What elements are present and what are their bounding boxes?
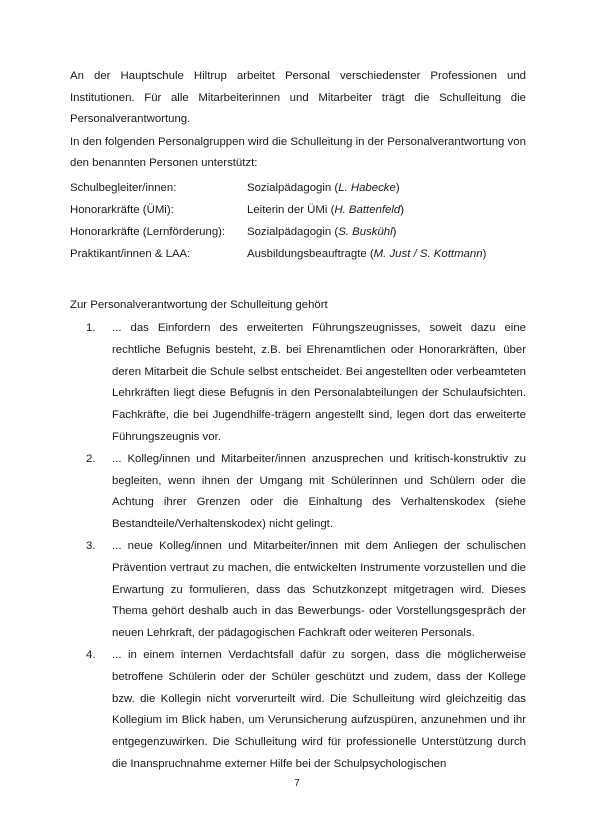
list-item: [70, 645, 526, 776]
document-page: [70, 66, 526, 776]
staff-group: Honorarkräfte (Lernförderung):: [70, 225, 226, 238]
staff-row: [70, 177, 526, 199]
staff-responsible: Leiterin der ÜMi (H. Battenfeld): [247, 203, 405, 216]
staff-role: Sozialpädagogin: [247, 225, 332, 238]
list-item-text: ... Kolleg/innen und Mitarbeiter/innen anzusprechen und kritisch-konstruktiv zu begleiten, wenn ihnen der Umgang mit Schülerinnen und Schülern oder die Achtung ihrer Grenzen oder die Einhaltung des Verhaltenskodex (siehe Bestandteile/Verhaltenskodex) nicht gelingt.: [112, 452, 526, 531]
staff-person: S. Buskühl: [338, 225, 393, 238]
staff-row: [70, 243, 526, 265]
staff-group: Schulbegleiter/innen:: [70, 181, 177, 194]
page-number: 7: [294, 778, 300, 789]
staff-person: M. Just / S. Kottmann: [373, 247, 483, 260]
support-paragraph: In den folgenden Personalgruppen wird die Schulleitung in der Personalverantwortung von den benannten Personen unterstützt:: [70, 135, 526, 169]
staff-row: [70, 221, 526, 243]
list-item-text: ... neue Kolleg/innen und Mitarbeiter/innen mit dem Anliegen der schulischen Prävention vertraut zu machen, die entwickelten Instrumente vorzustellen und die Erwartung zu formulieren, dass das Schutzkonzept mitgetragen wird. Dieses Thema gehört deshalb auch in das Bewerbungs- oder Vorstellungsgespräch der neuen Lehrkraft, der pädagogischen Fachkraft oder weiteren Personals.: [112, 539, 526, 640]
staff-responsible: Sozialpädagogin (L. Habecke): [247, 181, 400, 194]
staff-list: [70, 177, 526, 265]
intro-paragraph: An der Hauptschule Hiltrup arbeitet Personal verschiedenster Professionen und Institutionen. Für alle Mitarbeiterinnen und Mitarbeiter trägt die Schulleitung die Personalverantwortung.: [70, 70, 526, 125]
responsibility-list: [70, 318, 526, 776]
staff-person: H. Battenfeld: [334, 203, 401, 216]
list-item: [70, 536, 526, 645]
staff-role: Sozialpädagogin: [247, 181, 332, 194]
list-item-text: ... das Einfordern des erweiterten Führungszeugnisses, soweit dazu eine rechtliche Befugnis besteht, z.B. bei Ehrenamtlichen oder Honorarkräften, über deren Mitarbeit die Schule selbst entscheidet. Bei angestellten oder verbeamteten Lehrkräften liegt diese Befugnis in den Personalabteilungen der Schulaufsichten. Fachkräfte, die bei Jugendhilfe-trägern angestellt sind, legen dort das erweiterte Führungszeugnis vor.: [112, 322, 526, 443]
list-item: [70, 449, 526, 536]
staff-row: [70, 199, 526, 221]
staff-responsible: Sozialpädagogin (S. Buskühl): [247, 225, 397, 238]
list-number: 3.: [86, 539, 96, 552]
list-number: 1.: [86, 322, 96, 334]
staff-role: Ausbildungsbeauftragte: [247, 247, 367, 260]
staff-role: Leiterin der ÜMi: [247, 203, 328, 216]
staff-group: Honorarkräfte (ÜMi):: [70, 203, 174, 216]
list-number: 2.: [86, 452, 96, 465]
staff-person: L. Habecke: [338, 181, 396, 194]
staff-group: Praktikant/innen & LAA:: [70, 247, 191, 260]
list-item: [70, 318, 526, 449]
responsibility-intro: Zur Personalverantwortung der Schulleitung gehört: [70, 298, 328, 311]
list-item-text: ... in einem internen Verdachtsfall dafür zu sorgen, dass die möglicherweise betroffene Schülerin oder der Schüler geschützt und zudem, dass der Kollege bzw. die Kollegin nicht vorverurteilt wird. Die Schulleitung wird gleichzeitig das Kollegium im Blick haben, um Verunsicherung aufzuspüren, anzunehmen und ihr entgegenzuwirken. Die Schulleitung wird für professionelle Unterstützung durch die Inanspruchnahme externer Hilfe bei der Schulpsychologischen: [112, 648, 526, 770]
staff-responsible: Ausbildungsbeauftragte (M. Just / S. Kottmann): [247, 247, 487, 260]
list-number: 4.: [86, 648, 96, 661]
